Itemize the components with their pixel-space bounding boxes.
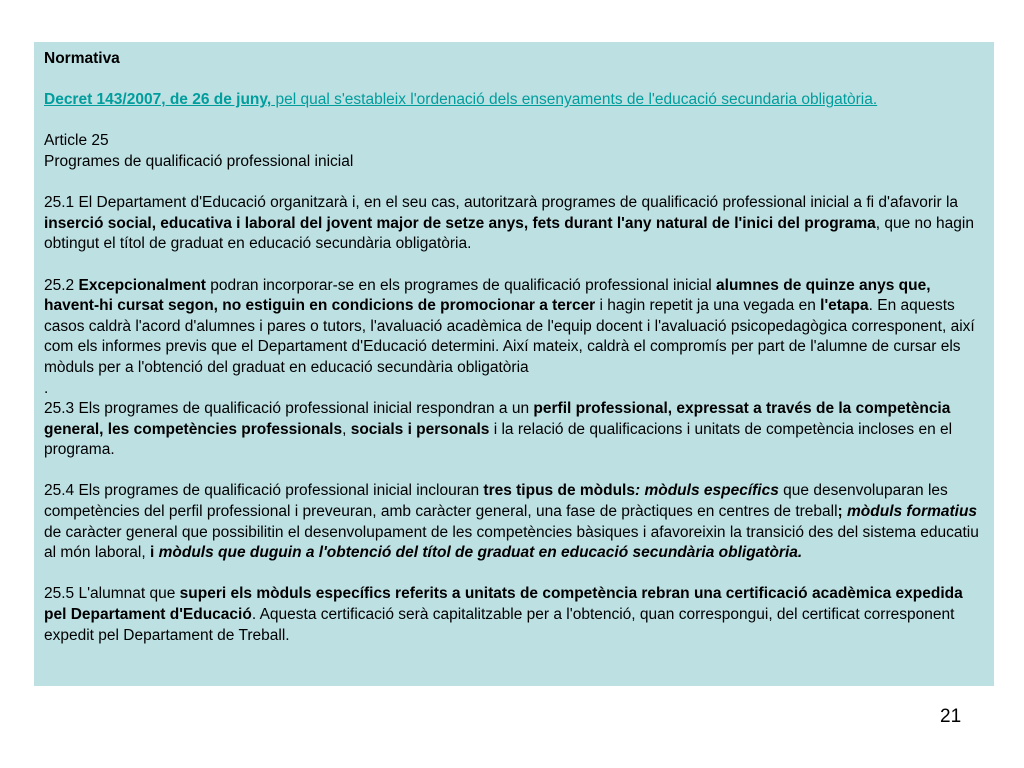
paragraph-25-2: 25.2 Excepcionalment podran incorporar-se en els programes de qualificació professional inicial alumnes de quinze anys que, havent-hi cursat segon, no estiguin en condicions de promocionar a tercer i hagin repetit ja una vegada en l'etapa. En aquests casos caldrà l'acord d'alumnes i pares o tutors, l'avaluació acadèmica de l'equip docent i l'avaluació psicopedagògica corresponent, així com els informes previs que el Departament d'Educació determini. Així mateix, caldrà el compromís per part de l'alumne de cursar els mòduls per a l'obtenció del graduat en educació secundària obligatòria: [44, 276, 975, 376]
article-title: Programes de qualificació professional inicial: [44, 152, 354, 170]
paragraph-25-1: 25.1 El Departament d'Educació organitzarà i, en el seu cas, autoritzarà programes de qualificació professional inicial a fi d'afavorir la inserció social, educativa i laboral del jovent major de setze anys, fets durant l'any natural de l'inici del programa, que no hagin obtingut el títol de graduat en educació secundària obligatòria.: [44, 194, 974, 253]
decree-reference: [44, 90, 984, 111]
paragraph-25-2-end: .: [44, 379, 49, 397]
paragraph-25-4: 25.4 Els programes de qualificació professional inicial inclouran tres tipus de mòduls: mòduls específics que desenvoluparan les competències del perfil professional i preveuran, amb caràcter general, una fase de pràctiques en centres de treball; mòduls formatius de caràcter general que possibilitin el desenvolupament de les competències bàsiques i afavoreixin la transició des del sistema educatiu al món laboral, i mòduls que duguin a l'obtenció del títol de graduat en educació secundària obligatòria.: [44, 482, 979, 562]
heading: Normativa: [44, 50, 120, 67]
content-box: [34, 42, 994, 686]
article-number: Article 25: [44, 132, 109, 150]
paragraph-25-5: 25.5 L'alumnat que superi els mòduls específics referits a unitats de competència rebran una certificació acadèmica expedida pel Departament d'Educació. Aquesta certificació serà capitalitzable per a l'obtenció, quan correspongui, del certificat corresponent expedit pel Departament de Treball.: [44, 585, 963, 644]
page-number: 21: [940, 706, 962, 727]
decree-link[interactable]: Decret 143/2007, de 26 de juny, pel qual s'estableix l'ordenació dels ensenyaments de l'educació secundaria obligatòria.: [44, 91, 878, 109]
paragraph-25-3: 25.3 Els programes de qualificació professional inicial respondran a un perfil professional, expressat a través de la competència general, les competències professionals, socials i personals i la relació de qualificacions i unitats de competència incloses en el programa.: [44, 400, 953, 459]
